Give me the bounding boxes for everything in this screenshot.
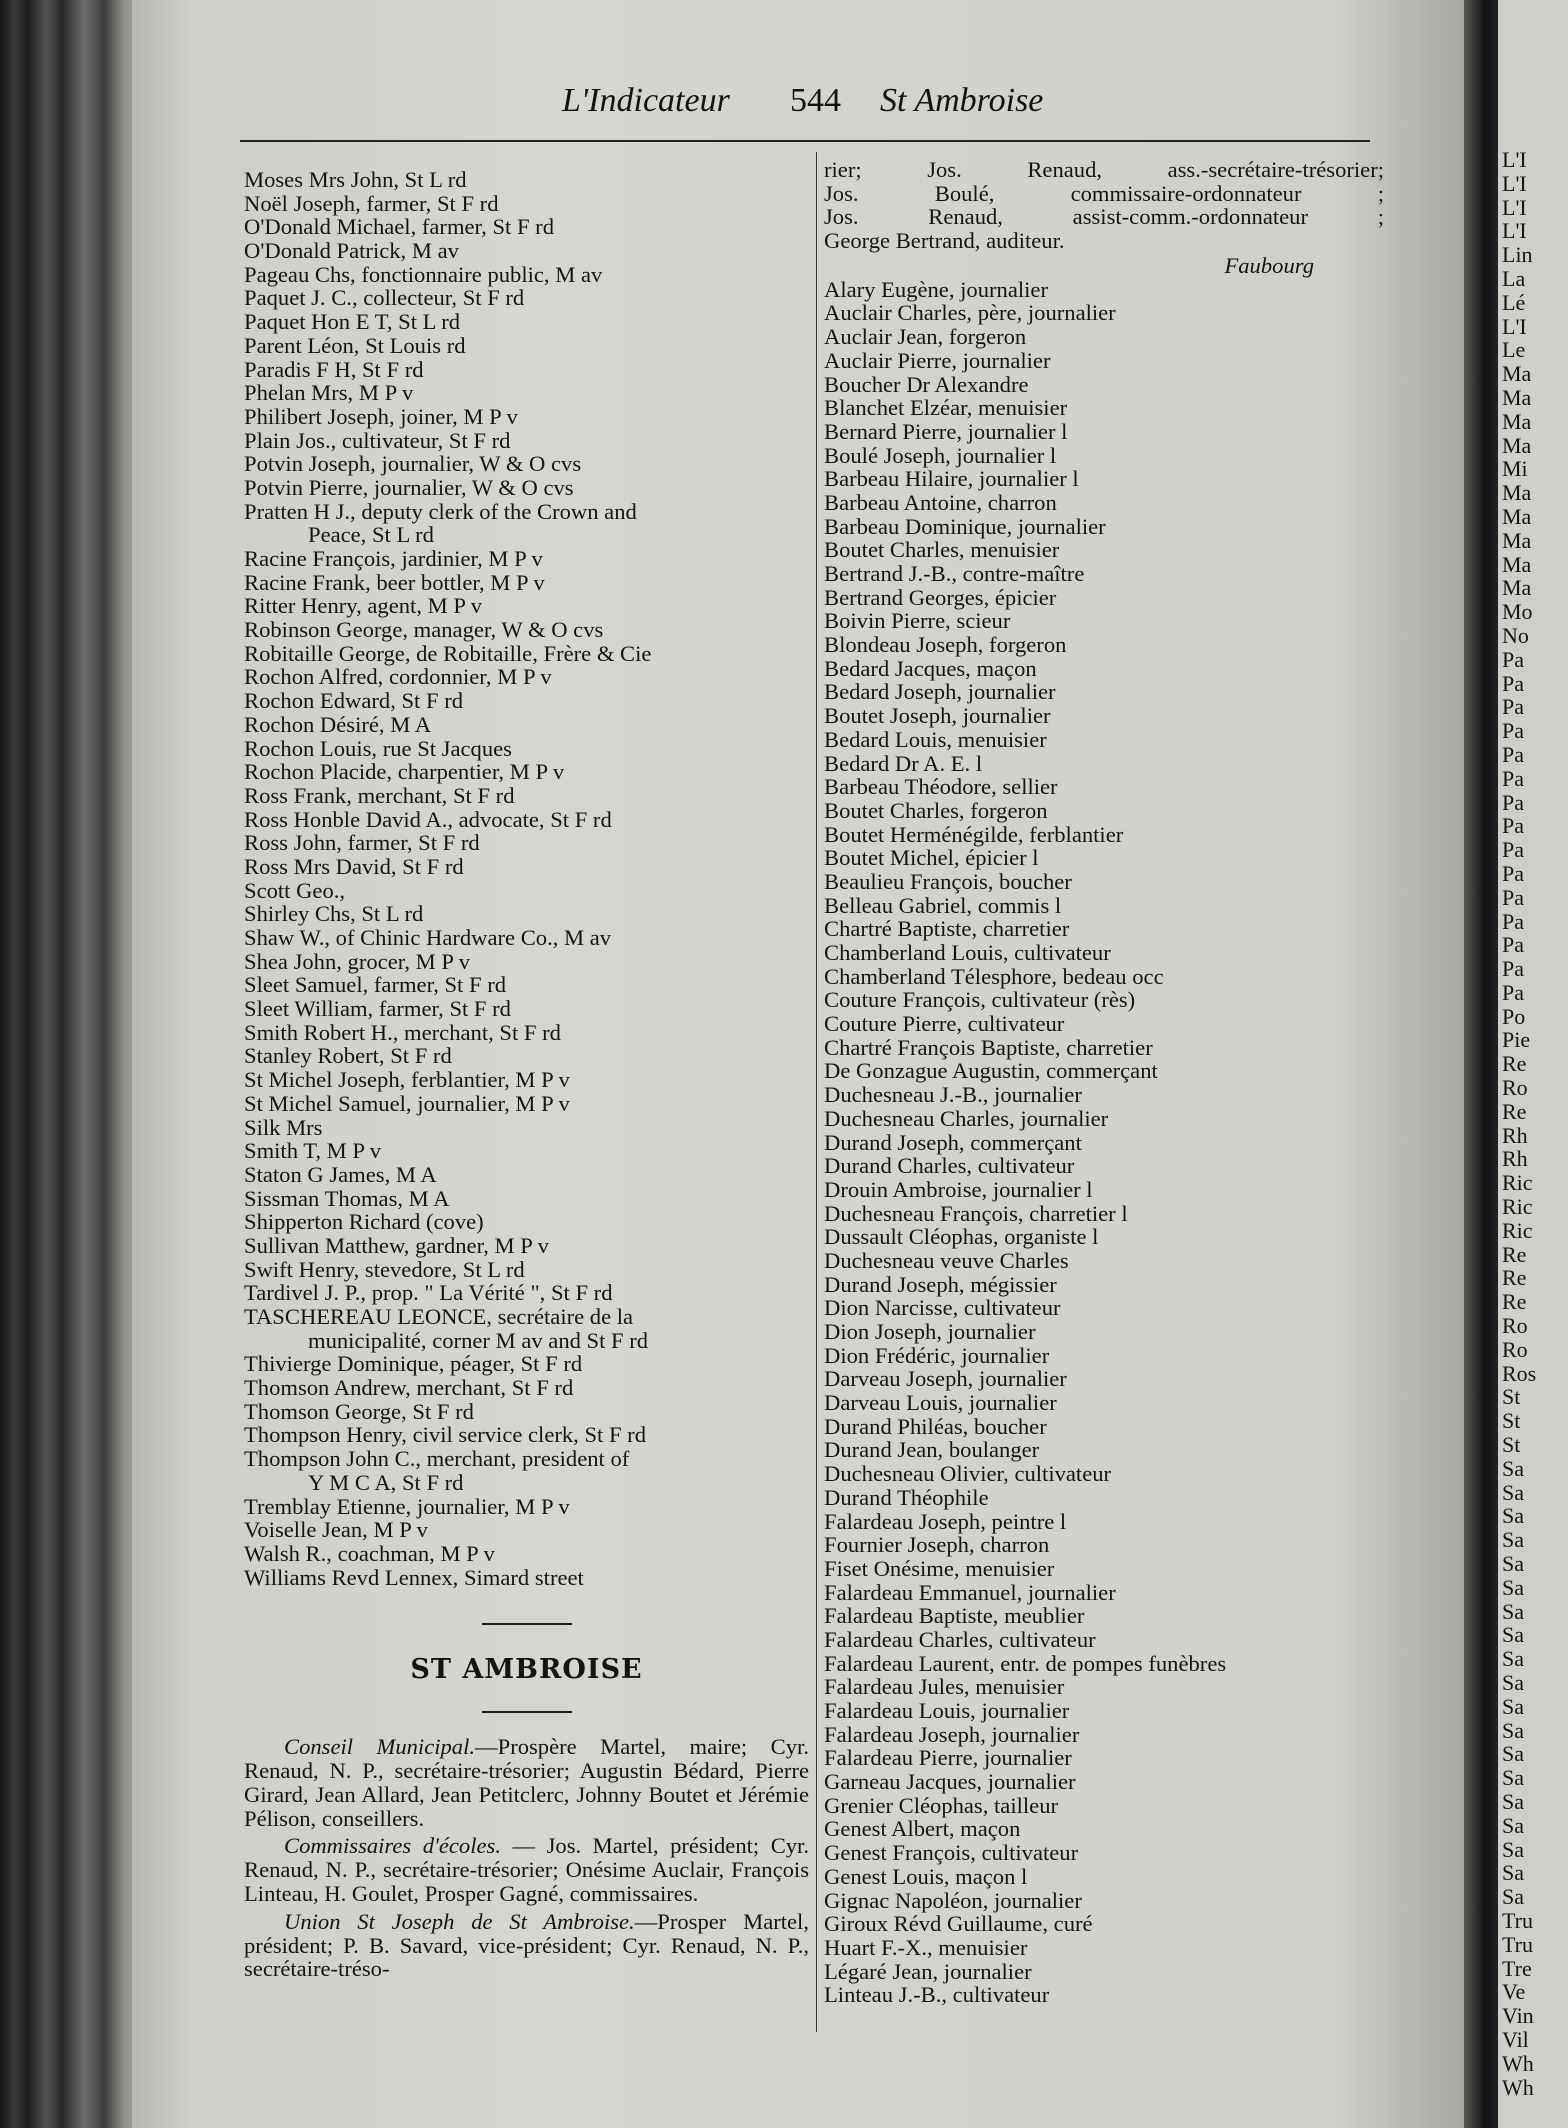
next-page-fragment: L'I — [1502, 313, 1527, 339]
next-page-fragment: Sa — [1502, 1860, 1524, 1886]
directory-entry: Huart F.-X., menuisier — [824, 1934, 1028, 1960]
next-page-fragment: Tru — [1502, 1907, 1533, 1933]
directory-entry: Drouin Ambroise, journalier l — [824, 1176, 1093, 1202]
directory-entry: Swift Henry, stevedore, St L rd — [244, 1256, 525, 1282]
directory-entry: Noël Joseph, farmer, St F rd — [244, 190, 499, 216]
directory-entry: Auclair Charles, père, journalier — [824, 300, 1116, 326]
council-schools-text: — Jos. Martel, président; Cyr. Renaud, N. P., secrétaire-trésorier; Onésime Auclair, François Linteau, H. Goulet, Prosper Gagné, commissaires. — [244, 1833, 809, 1907]
directory-entry: Barbeau Dominique, journalier — [824, 513, 1106, 539]
directory-entry: St Michel Joseph, ferblantier, M P v — [244, 1067, 570, 1093]
council-schools-label: Commissaires d'écoles. — [284, 1833, 501, 1859]
directory-entry: Potvin Pierre, journalier, W & O cvs — [244, 474, 574, 500]
directory-entry: Falardeau Laurent, entr. de pompes funèbres — [824, 1650, 1227, 1676]
directory-entry: Darveau Louis, journalier — [824, 1390, 1057, 1416]
directory-entry: TASCHEREAU LEONCE, secrétaire de la — [244, 1304, 634, 1329]
directory-entry: Chartré François Baptiste, charretier — [824, 1034, 1153, 1060]
directory-entry: Couture François, cultivateur (rès) — [824, 987, 1136, 1013]
directory-entry: Genest François, cultivateur — [824, 1840, 1079, 1866]
directory-entry: Sleet Samuel, farmer, St F rd — [244, 972, 507, 998]
directory-entry: Barbeau Hilaire, journalier l — [824, 466, 1079, 492]
next-page-fragment: Mi — [1502, 456, 1528, 482]
next-page-fragment: Pa — [1502, 646, 1524, 672]
directory-entry: Duchesneau veuve Charles — [824, 1247, 1069, 1273]
next-page-fragment: Ma — [1502, 384, 1532, 410]
council-municipal — [244, 1735, 809, 1830]
next-page-fragment: L'I — [1502, 170, 1527, 196]
running-head — [520, 82, 1080, 122]
directory-entry: Paradis F H, St F rd — [244, 356, 424, 382]
next-page-fragment: Rh — [1502, 1122, 1528, 1148]
directory-entry: Boucher Dr Alexandre — [824, 371, 1029, 397]
page-gutter — [1464, 0, 1498, 2128]
directory-entry: Thompson John C., merchant, president of — [244, 1446, 630, 1472]
council-union — [244, 1910, 809, 1981]
council-municipal-label: Conseil Municipal. — [284, 1734, 476, 1760]
next-page-fragment: Pa — [1502, 741, 1524, 767]
next-page-fragment: Sa — [1502, 1812, 1524, 1838]
column-divider — [816, 152, 817, 2032]
directory-entry: St Michel Samuel, journalier, M P v — [244, 1090, 570, 1116]
directory-entry: Potvin Joseph, journalier, W & O cvs — [244, 451, 582, 477]
council-block — [244, 1735, 809, 1981]
next-page-fragment: Ve — [1502, 1979, 1526, 2005]
next-page-fragment: Sa — [1502, 1598, 1524, 1624]
directory-entry: Rochon Alfred, cordonnier, M P v — [244, 664, 552, 690]
directory-entry: Boutet Joseph, journalier — [824, 703, 1051, 729]
next-page-fragment: Ma — [1502, 432, 1532, 458]
next-page-fragment: Re — [1502, 1098, 1527, 1124]
directory-entry: Tremblay Etienne, journalier, M P v — [244, 1493, 570, 1519]
directory-entry: Phelan Mrs, M P v — [244, 380, 414, 406]
directory-entry: Rochon Louis, rue St Jacques — [244, 735, 512, 761]
next-page-fragment: Re — [1502, 1265, 1527, 1291]
directory-entry: Paquet J. C., collecteur, St F rd — [244, 285, 525, 311]
directory-entry: Durand Joseph, mégissier — [824, 1271, 1057, 1297]
next-page-fragment: La — [1502, 265, 1526, 291]
directory-entry: Robitaille George, de Robitaille, Frère & Cie — [244, 640, 652, 666]
directory-entry: Plain Jos., cultivateur, St F rd — [244, 427, 511, 453]
directory-entry: Falardeau Charles, cultivateur — [824, 1626, 1096, 1652]
faubourg-heading: Faubourg — [1224, 252, 1314, 278]
directory-entry: Falardeau Joseph, journalier — [824, 1721, 1080, 1747]
next-page-fragment: Ros — [1502, 1360, 1537, 1386]
directory-entry: Falardeau Pierre, journalier — [824, 1745, 1072, 1771]
directory-entry: Falardeau Jules, menuisier — [824, 1674, 1065, 1700]
directory-entry: Thomson George, St F rd — [244, 1398, 474, 1424]
council-union-label: Union St Joseph de St Ambroise. — [284, 1908, 635, 1934]
directory-entry: Ross Frank, merchant, St F rd — [244, 782, 515, 808]
directory-entry: De Gonzague Augustin, commerçant — [824, 1058, 1158, 1084]
directory-entry: Grenier Cléophas, tailleur — [824, 1792, 1059, 1818]
directory-entry: Sullivan Matthew, gardner, M P v — [244, 1232, 549, 1258]
next-page-fragment: Ric — [1502, 1217, 1533, 1243]
directory-entry: Garneau Jacques, journalier — [824, 1769, 1076, 1795]
next-page-fragment: St — [1502, 1432, 1521, 1458]
directory-entry: Blanchet Elzéar, menuisier — [824, 395, 1068, 421]
directory-entry: Shaw W., of Chinic Hardware Co., M av — [244, 925, 612, 950]
next-page-fragment: Mo — [1502, 599, 1533, 625]
directory-entry: Falardeau Louis, journalier — [824, 1698, 1070, 1723]
directory-entry: Couture Pierre, cultivateur — [824, 1011, 1065, 1037]
directory-entry: Belleau Gabriel, commis l — [824, 892, 1062, 918]
next-page-fragment: Pa — [1502, 908, 1524, 934]
directory-entry: Pageau Chs, fonctionnaire public, M av — [244, 261, 603, 287]
directory-entry: Peace, St L rd — [308, 522, 434, 548]
directory-entry: Gignac Napoléon, journalier — [824, 1887, 1082, 1913]
directory-entry: Bedard Louis, menuisier — [824, 726, 1047, 752]
section-rule-top — [482, 1623, 572, 1625]
directory-entry: Shipperton Richard (cove) — [244, 1209, 484, 1235]
next-page-fragment: Lé — [1502, 289, 1526, 315]
directory-entry: Shea John, grocer, M P v — [244, 948, 471, 974]
next-page-fragment: Sa — [1502, 1646, 1524, 1672]
directory-entry: Blondeau Joseph, forgeron — [824, 632, 1067, 658]
directory-entry: Thivierge Dominique, péager, St F rd — [244, 1351, 583, 1377]
directory-entry: Dussault Cléophas, organiste l — [824, 1224, 1099, 1250]
next-page-fragment: Pa — [1502, 884, 1524, 910]
next-page-fragment: Ro — [1502, 1075, 1528, 1101]
directory-entry: Ross Mrs David, St F rd — [244, 853, 464, 879]
council-schools — [244, 1834, 809, 1905]
directory-entry: Chamberland Louis, cultivateur — [824, 940, 1111, 965]
next-page-fragment: Tre — [1502, 1955, 1532, 1981]
next-page-fragment: Vin — [1502, 2003, 1534, 2029]
directory-entry: Genest Albert, maçon — [824, 1816, 1021, 1842]
directory-entry: Parent Léon, St Louis rd — [244, 332, 466, 358]
directory-entry: Durand Jean, boulanger — [824, 1437, 1040, 1463]
next-page-fragment: Sa — [1502, 1622, 1524, 1648]
next-page-fragment: Ma — [1502, 527, 1532, 553]
next-page-fragment: Sa — [1502, 1574, 1524, 1600]
next-page-fragment: Re — [1502, 1051, 1527, 1077]
left-column — [244, 168, 809, 1985]
next-page-fragment: Vil — [1502, 2026, 1529, 2052]
section-title: ST AMBROISE — [410, 1654, 643, 1686]
directory-entry: Linteau J.-B., cultivateur — [824, 1982, 1050, 2008]
right-entry-list — [824, 278, 1384, 2007]
directory-entry: O'Donald Michael, farmer, St F rd — [244, 214, 554, 240]
directory-entry: Bernard Pierre, journalier l — [824, 418, 1068, 444]
next-page-fragment: Sa — [1502, 1693, 1524, 1719]
next-page-fragment: Pa — [1502, 718, 1524, 744]
council-continuation-line: Jos. Boulé, commissaire-ordonnateur ; — [824, 180, 1384, 206]
directory-entry: Sleet William, farmer, St F rd — [244, 996, 511, 1022]
directory-entry: Durand Joseph, commerçant — [824, 1129, 1082, 1155]
section-rule-bottom — [482, 1711, 572, 1713]
directory-entry: Shirley Chs, St L rd — [244, 901, 424, 927]
next-page-fragment: No — [1502, 622, 1529, 648]
directory-entry: Robinson George, manager, W & O cvs — [244, 617, 604, 643]
next-page-fragment: Ric — [1502, 1194, 1533, 1220]
directory-entry: Smith T, M P v — [244, 1138, 382, 1164]
directory-entry: Voiselle Jean, M P v — [244, 1517, 428, 1543]
directory-entry: Beaulieu François, boucher — [824, 868, 1072, 894]
next-page-fragment: Pie — [1502, 1027, 1531, 1053]
directory-entry: Bedard Jacques, maçon — [824, 655, 1037, 681]
next-page-fragment: Po — [1502, 1003, 1526, 1029]
directory-entry: Auclair Pierre, journalier — [824, 347, 1051, 373]
directory-entry: Duchesneau J.-B., journalier — [824, 1082, 1082, 1108]
directory-entry: Boutet Herménégilde, ferblantier — [824, 821, 1124, 847]
next-page-fragments — [1498, 148, 1536, 2099]
directory-entry: Tardivel J. P., prop. " La Vérité ", St F rd — [244, 1280, 613, 1306]
directory-entry: Dion Frédéric, journalier — [824, 1342, 1050, 1368]
directory-entry: Ritter Henry, agent, M P v — [244, 593, 483, 619]
directory-entry: Boivin Pierre, scieur — [824, 608, 1011, 634]
directory-entry: Durand Charles, cultivateur — [824, 1153, 1075, 1179]
next-page-fragment: Sa — [1502, 1527, 1524, 1553]
next-page-fragment: Re — [1502, 1289, 1527, 1315]
directory-entry: Légaré Jean, journalier — [824, 1958, 1032, 1984]
next-page-fragment: Tru — [1502, 1931, 1533, 1957]
directory-entry: Falardeau Joseph, peintre l — [824, 1508, 1067, 1534]
directory-entry: Barbeau Antoine, charron — [824, 489, 1057, 515]
next-page-fragment: Ma — [1502, 503, 1532, 529]
directory-entry: Stanley Robert, St F rd — [244, 1043, 452, 1069]
directory-entry: Rochon Placide, charpentier, M P v — [244, 759, 565, 785]
next-page-fragment: St — [1502, 1384, 1521, 1410]
next-page-fragment: Sa — [1502, 1836, 1524, 1862]
next-page-fragment: St — [1502, 1408, 1521, 1434]
next-page-fragment: Pa — [1502, 860, 1524, 886]
right-column — [824, 158, 1384, 2007]
council-municipal-text: —Prospère Martel, maire; Cyr. Renaud, N. P., secrétaire-trésorier; Augustin Bédard, Pierre Girard, Jean Allard, Jean Petitclerc, Johnny Boutet et Jérémie Pélison, conseillers. — [244, 1734, 809, 1831]
directory-entry: Walsh R., coachman, M P v — [244, 1540, 495, 1566]
next-page-fragment: Ma — [1502, 551, 1532, 577]
next-page-fragment: Pa — [1502, 979, 1524, 1005]
directory-entry: O'Donald Patrick, M av — [244, 238, 459, 264]
left-entry-list — [244, 168, 809, 1589]
next-page-fragment: Le — [1502, 337, 1526, 363]
directory-entry: Chamberland Télesphore, bedeau occ — [824, 963, 1164, 989]
directory-entry: Durand Théophile — [824, 1484, 989, 1510]
directory-entry: Rochon Edward, St F rd — [244, 688, 464, 714]
next-page-fragment: Pa — [1502, 813, 1524, 839]
directory-entry: Boutet Michel, épicier l — [824, 845, 1039, 871]
directory-entry: Moses Mrs John, St L rd — [244, 167, 467, 192]
directory-entry: Boutet Charles, forgeron — [824, 797, 1048, 823]
directory-entry: Falardeau Baptiste, meublier — [824, 1603, 1085, 1629]
next-page-fragment: Wh — [1502, 2050, 1534, 2076]
directory-entry: Thomson Andrew, merchant, St F rd — [244, 1375, 574, 1401]
directory-entry: Sissman Thomas, M A — [244, 1185, 450, 1211]
running-head-title: L'Indicateur — [562, 82, 730, 119]
directory-entry: Bedard Joseph, journalier — [824, 679, 1056, 705]
directory-entry: Rochon Désiré, M A — [244, 711, 432, 737]
directory-entry: Fournier Joseph, charron — [824, 1532, 1050, 1558]
directory-entry: Racine Frank, beer bottler, M P v — [244, 569, 545, 595]
directory-entry: Boutet Charles, menuisier — [824, 537, 1060, 563]
header-rule — [240, 140, 1370, 142]
directory-entry: Chartré Baptiste, charretier — [824, 916, 1070, 942]
next-page-fragment: Sa — [1502, 1455, 1524, 1481]
next-page-fragment: Sa — [1502, 1741, 1524, 1767]
next-page-fragment: Pa — [1502, 670, 1524, 696]
next-page-fragment: Sa — [1502, 1551, 1524, 1577]
next-page-fragment: Rh — [1502, 1146, 1528, 1172]
next-page-fragment: Sa — [1502, 1670, 1524, 1695]
directory-entry: Thompson Henry, civil service clerk, St F rd — [244, 1422, 646, 1448]
next-page-fragment: Pa — [1502, 932, 1524, 958]
directory-entry: Falardeau Emmanuel, journalier — [824, 1579, 1116, 1605]
next-page-fragment: Ma — [1502, 575, 1532, 601]
directory-entry: Bertrand Georges, épicier — [824, 584, 1057, 610]
directory-entry: Genest Louis, maçon l — [824, 1863, 1028, 1889]
next-page-fragment: Re — [1502, 1241, 1527, 1267]
next-page-fragment: Ma — [1502, 361, 1532, 387]
next-page-fragment: Sa — [1502, 1503, 1524, 1529]
next-page-fragment: Ro — [1502, 1313, 1528, 1339]
council-continuation — [824, 158, 1384, 253]
council-continuation-line: George Bertrand, auditeur. — [824, 228, 1065, 254]
directory-entry: Dion Narcisse, cultivateur — [824, 1295, 1061, 1321]
directory-entry: Darveau Joseph, journalier — [824, 1366, 1067, 1392]
council-continuation-line: rier; Jos. Renaud, ass.-secrétaire-trésorier; — [824, 157, 1384, 182]
directory-entry: Alary Eugène, journalier — [824, 276, 1048, 302]
next-page-edge — [1498, 0, 1568, 2128]
directory-entry: Racine François, jardinier, M P v — [244, 546, 543, 571]
directory-entry: Silk Mrs — [244, 1114, 323, 1140]
next-page-fragment: L'I — [1502, 194, 1527, 220]
directory-entry: Smith Robert H., merchant, St F rd — [244, 1019, 561, 1045]
directory-entry: municipalité, corner M av and St F rd — [308, 1327, 649, 1353]
directory-entry: Boulé Joseph, journalier l — [824, 442, 1057, 468]
next-page-fragment: Pa — [1502, 956, 1524, 982]
next-page-fragment: Pa — [1502, 789, 1524, 815]
directory-entry: Dion Joseph, journalier — [824, 1319, 1036, 1344]
next-page-fragment: Sa — [1502, 1765, 1524, 1791]
directory-entry: Y M C A, St F rd — [308, 1469, 464, 1495]
next-page-fragment: Ric — [1502, 1170, 1533, 1196]
book-binding-edge — [0, 0, 140, 2128]
next-page-fragment: Sa — [1502, 1884, 1524, 1910]
directory-entry: Williams Revd Lennex, Simard street — [244, 1564, 584, 1590]
next-page-fragment: Pa — [1502, 837, 1524, 863]
page-number: 544 — [790, 82, 841, 119]
directory-entry: Ross John, farmer, St F rd — [244, 830, 480, 856]
directory-entry: Giroux Révd Guillaume, curé — [824, 1911, 1093, 1937]
next-page-fragment: Pa — [1502, 694, 1524, 720]
next-page-fragment: L'I — [1502, 147, 1527, 172]
directory-entry: Durand Philéas, boucher — [824, 1413, 1047, 1439]
next-page-fragment: Pa — [1502, 765, 1524, 791]
council-union-text: —Prosper Martel, président; P. B. Savard, vice-président; Cyr. Renaud, N. P., secrétaire-tréso- — [244, 1908, 809, 1982]
directory-entry: Fiset Onésime, menuisier — [824, 1555, 1055, 1581]
directory-entry: Pratten H J., deputy clerk of the Crown and — [244, 498, 637, 524]
next-page-fragment: Sa — [1502, 1788, 1524, 1814]
directory-entry: Auclair Jean, forgeron — [824, 324, 1027, 350]
next-page-fragment: Sa — [1502, 1479, 1524, 1505]
directory-entry: Duchesneau Charles, journalier — [824, 1105, 1109, 1131]
next-page-fragment: Ro — [1502, 1336, 1528, 1362]
directory-entry: Ross Honble David A., advocate, St F rd — [244, 806, 612, 832]
next-page-fragment: Ma — [1502, 408, 1532, 434]
next-page-fragment: L'I — [1502, 218, 1527, 244]
running-head-place: St Ambroise — [880, 82, 1044, 119]
directory-entry: Paquet Hon E T, St L rd — [244, 309, 461, 335]
directory-entry: Barbeau Théodore, sellier — [824, 774, 1058, 800]
directory-entry: Scott Geo., — [244, 877, 346, 903]
directory-entry: Staton G James, M A — [244, 1161, 437, 1187]
directory-entry: Duchesneau Olivier, cultivateur — [824, 1461, 1112, 1487]
next-page-fragment: Wh — [1502, 2074, 1534, 2100]
next-page-fragment: Sa — [1502, 1717, 1524, 1743]
directory-entry: Bertrand J.-B., contre-maître — [824, 561, 1085, 586]
council-continuation-line: Jos. Renaud, assist-comm.-ordonnateur ; — [824, 204, 1384, 230]
directory-entry: Duchesneau François, charretier l — [824, 1200, 1128, 1226]
next-page-fragment: Lin — [1502, 242, 1533, 268]
next-page-fragment: Ma — [1502, 480, 1532, 506]
directory-entry: Philibert Joseph, joiner, M P v — [244, 403, 518, 429]
directory-entry: Bedard Dr A. E. l — [824, 750, 983, 776]
